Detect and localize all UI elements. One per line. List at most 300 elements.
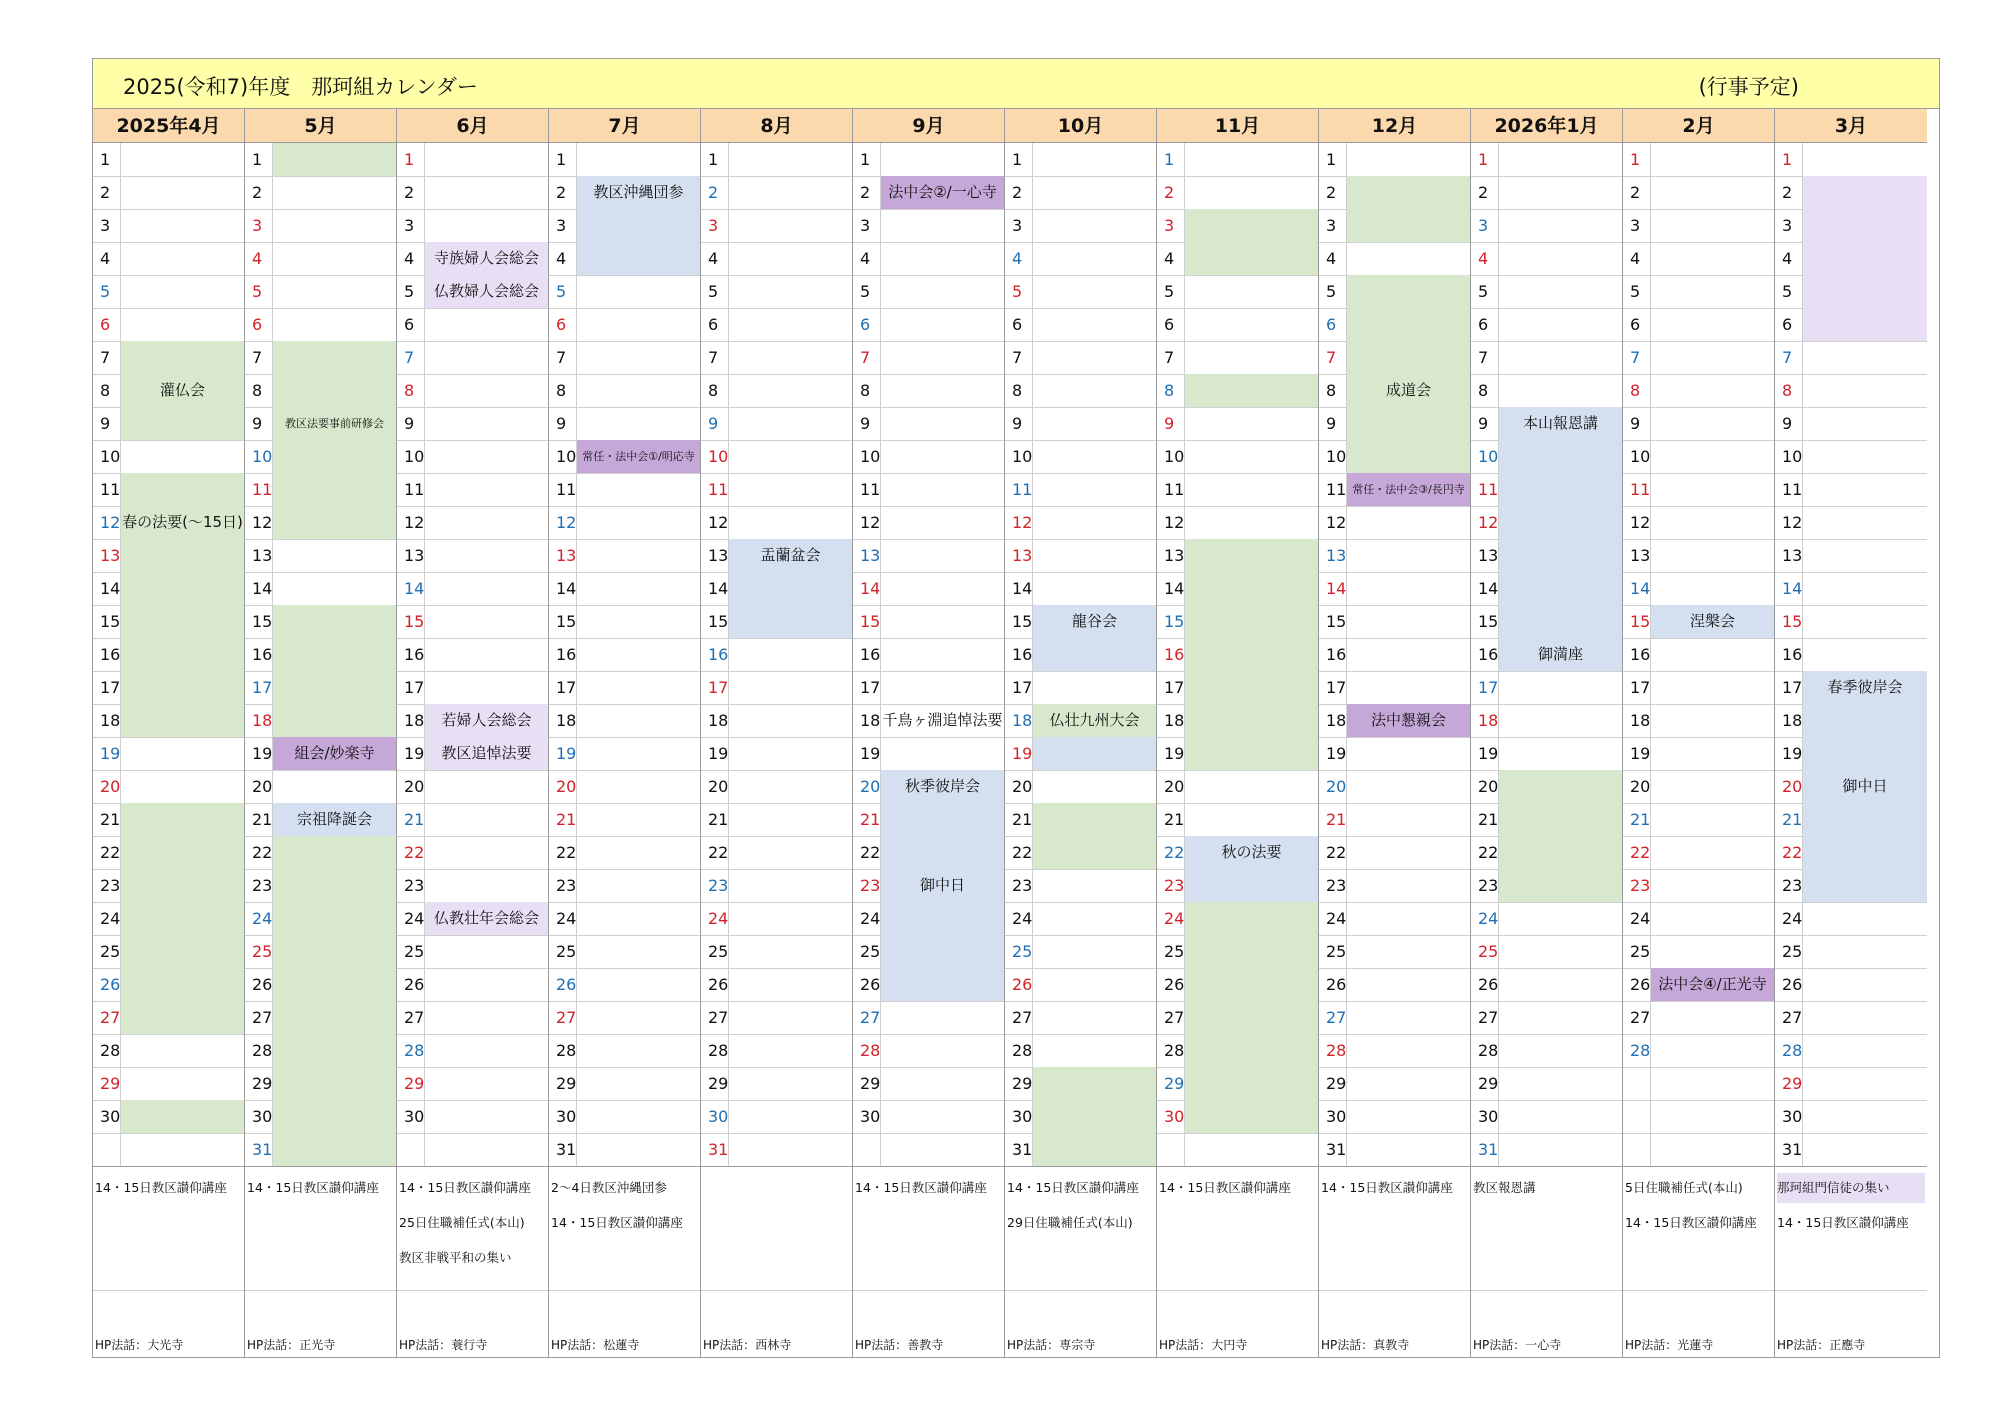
- day-row: [549, 275, 700, 309]
- day-event: [1033, 341, 1156, 374]
- day-event: [273, 209, 396, 242]
- day-number: 8: [1157, 374, 1185, 407]
- day-event: [425, 1100, 548, 1133]
- day-row: [853, 440, 1004, 474]
- day-event: [1347, 836, 1470, 869]
- day-number: 14: [397, 572, 425, 605]
- day-event: [577, 308, 700, 341]
- day-row: [1157, 605, 1318, 639]
- day-number: 9: [1775, 407, 1803, 440]
- day-number: 26: [853, 968, 881, 1001]
- day-number: 18: [1157, 704, 1185, 737]
- day-row: [701, 1034, 852, 1068]
- day-event: [729, 143, 852, 176]
- day-number: 5: [701, 275, 729, 308]
- day-row: [1471, 1034, 1622, 1068]
- day-event: [1803, 374, 1927, 407]
- day-row: [549, 836, 700, 870]
- day-row: [245, 704, 396, 738]
- day-event: [1499, 374, 1622, 407]
- day-row: [1623, 935, 1774, 969]
- hp-sermon: HP法話：西林寺: [703, 1338, 792, 1352]
- day-row: [853, 902, 1004, 936]
- day-event: 仏教婦人会総会: [425, 275, 548, 308]
- day-event: 成道会: [1347, 374, 1470, 407]
- day-row: [701, 770, 852, 804]
- day-number: 9: [1623, 407, 1651, 440]
- month-header: 9月: [853, 109, 1004, 143]
- day-row: [93, 1034, 244, 1068]
- day-event: [881, 374, 1004, 407]
- day-row: [549, 803, 700, 837]
- day-number: 5: [1471, 275, 1499, 308]
- day-event: [1185, 737, 1318, 770]
- day-number: 17: [397, 671, 425, 704]
- day-number: 29: [245, 1067, 273, 1100]
- day-number: 15: [1471, 605, 1499, 638]
- day-row: [1319, 1034, 1470, 1068]
- day-event: [1803, 968, 1927, 1001]
- day-event: [1033, 737, 1156, 770]
- day-number: 4: [701, 242, 729, 275]
- day-number: 7: [397, 341, 425, 374]
- day-number: 27: [701, 1001, 729, 1034]
- day-row: [245, 1133, 396, 1167]
- day-row: [1775, 770, 1927, 804]
- day-event: [729, 275, 852, 308]
- day-event: [273, 506, 396, 539]
- day-event: [1185, 638, 1318, 671]
- day-row: [1623, 1067, 1774, 1101]
- day-number: 8: [549, 374, 577, 407]
- day-event: [729, 572, 852, 605]
- day-number: 17: [701, 671, 729, 704]
- day-row: [93, 341, 244, 375]
- day-row: [549, 176, 700, 210]
- day-number: 28: [1623, 1034, 1651, 1067]
- day-number: 2: [549, 176, 577, 209]
- day-row: [1471, 572, 1622, 606]
- day-number: 8: [1623, 374, 1651, 407]
- day-number: 21: [853, 803, 881, 836]
- day-row: [1471, 1133, 1622, 1167]
- day-event: 秋の法要: [1185, 836, 1318, 869]
- day-event: [1185, 275, 1318, 308]
- day-event: [1347, 341, 1470, 374]
- day-number: 3: [1157, 209, 1185, 242]
- day-row: [245, 473, 396, 507]
- day-event: [1499, 671, 1622, 704]
- hp-sermon: HP法話：一心寺: [1473, 1338, 1562, 1352]
- day-number: 11: [549, 473, 577, 506]
- day-event: [425, 1001, 548, 1034]
- day-row: [245, 539, 396, 573]
- day-event: [1347, 1034, 1470, 1067]
- day-number: 27: [1471, 1001, 1499, 1034]
- hp-sermon: HP法話：蓑行寺: [399, 1338, 488, 1352]
- day-row: [1157, 869, 1318, 903]
- day-row: [1775, 143, 1927, 177]
- day-event: [1499, 539, 1622, 572]
- day-row: [245, 308, 396, 342]
- day-number: 4: [1157, 242, 1185, 275]
- day-row: [853, 308, 1004, 342]
- day-event: [1185, 506, 1318, 539]
- day-number: 26: [245, 968, 273, 1001]
- day-event: [729, 605, 852, 638]
- day-event: [121, 1067, 244, 1100]
- day-event: [425, 968, 548, 1001]
- day-number: 21: [1005, 803, 1033, 836]
- day-event: [425, 1067, 548, 1100]
- day-row: [1319, 968, 1470, 1002]
- day-event: [1347, 506, 1470, 539]
- day-number: 11: [1319, 473, 1347, 506]
- day-event: [1803, 572, 1927, 605]
- month-notes: [1623, 1166, 1774, 1357]
- day-number: 24: [1005, 902, 1033, 935]
- day-row: [1775, 704, 1927, 738]
- day-row: [397, 671, 548, 705]
- day-event: [577, 605, 700, 638]
- day-number: 28: [1319, 1034, 1347, 1067]
- day-event: [1347, 209, 1470, 242]
- day-event: [1033, 1100, 1156, 1133]
- day-event: [1499, 605, 1622, 638]
- title-bar: [93, 59, 1939, 109]
- day-number: 18: [93, 704, 121, 737]
- empty-day: [1623, 1067, 1651, 1100]
- day-row: [397, 506, 548, 540]
- day-row: [1623, 902, 1774, 936]
- day-number: 10: [1319, 440, 1347, 473]
- day-event: [881, 341, 1004, 374]
- day-row: [1623, 803, 1774, 837]
- day-number: 26: [93, 968, 121, 1001]
- day-row: [245, 803, 396, 837]
- day-number: 3: [1319, 209, 1347, 242]
- day-event: [881, 539, 1004, 572]
- day-event: [1033, 803, 1156, 836]
- day-number: 11: [1157, 473, 1185, 506]
- empty-day: [1157, 1133, 1185, 1166]
- day-row: [1157, 1001, 1318, 1035]
- day-event: [1499, 836, 1622, 869]
- day-row: [1623, 341, 1774, 375]
- day-row: [1319, 704, 1470, 738]
- day-event: [121, 539, 244, 572]
- day-row: [397, 737, 548, 771]
- day-row: [853, 176, 1004, 210]
- day-event: [273, 935, 396, 968]
- day-row: [853, 572, 1004, 606]
- day-number: 30: [1005, 1100, 1033, 1133]
- day-event: [881, 1034, 1004, 1067]
- day-row: [1775, 275, 1927, 309]
- day-event: [121, 836, 244, 869]
- day-row: [93, 473, 244, 507]
- month-header: 6月: [397, 109, 548, 143]
- day-row: [397, 440, 548, 474]
- day-row: [1157, 341, 1318, 375]
- day-row: [1157, 473, 1318, 507]
- day-event: [273, 572, 396, 605]
- hp-sermon: HP法話：松蓮寺: [551, 1338, 640, 1352]
- day-row: [93, 1133, 244, 1167]
- day-row: [701, 539, 852, 573]
- day-number: 21: [397, 803, 425, 836]
- day-number: 22: [397, 836, 425, 869]
- day-event: [881, 308, 1004, 341]
- day-number: 16: [1319, 638, 1347, 671]
- day-event: [121, 1034, 244, 1067]
- day-number: 27: [1623, 1001, 1651, 1034]
- day-event: [121, 143, 244, 176]
- day-row: [1005, 968, 1156, 1002]
- day-row: [701, 671, 852, 705]
- day-number: 29: [853, 1067, 881, 1100]
- day-number: 22: [701, 836, 729, 869]
- day-event: [1033, 275, 1156, 308]
- day-row: [701, 308, 852, 342]
- day-row: [1005, 407, 1156, 441]
- day-event: [577, 935, 700, 968]
- day-row: [549, 1100, 700, 1134]
- day-row: [1775, 605, 1927, 639]
- day-row: [549, 572, 700, 606]
- day-event: [1651, 737, 1774, 770]
- day-event: [1803, 341, 1927, 374]
- day-event: [1499, 737, 1622, 770]
- day-number: 14: [245, 572, 273, 605]
- day-number: 10: [853, 440, 881, 473]
- day-row: [245, 737, 396, 771]
- day-event: [425, 176, 548, 209]
- day-row: [1775, 1100, 1927, 1134]
- day-number: 3: [93, 209, 121, 242]
- day-event: [729, 638, 852, 671]
- day-number: 28: [1157, 1034, 1185, 1067]
- note-line: 14・15日教区讃仰講座: [95, 1180, 227, 1195]
- day-number: 4: [1623, 242, 1651, 275]
- day-number: 28: [549, 1034, 577, 1067]
- day-row: [1005, 803, 1156, 837]
- day-row: [93, 572, 244, 606]
- day-number: 13: [93, 539, 121, 572]
- day-number: 22: [1157, 836, 1185, 869]
- day-event: 涅槃会: [1651, 605, 1774, 638]
- day-row: [549, 737, 700, 771]
- day-number: 9: [549, 407, 577, 440]
- day-row: [1005, 374, 1156, 408]
- day-event: [1651, 1034, 1774, 1067]
- day-number: 12: [245, 506, 273, 539]
- day-row: [93, 605, 244, 639]
- day-row: [1157, 506, 1318, 540]
- day-event: [1803, 506, 1927, 539]
- day-event: [1185, 407, 1318, 440]
- day-number: 10: [1157, 440, 1185, 473]
- day-number: 9: [1471, 407, 1499, 440]
- day-number: 10: [245, 440, 273, 473]
- day-row: [1623, 275, 1774, 309]
- day-number: 6: [701, 308, 729, 341]
- day-number: 18: [1623, 704, 1651, 737]
- day-event: [881, 671, 1004, 704]
- day-row: [1157, 209, 1318, 243]
- day-event: [1347, 1067, 1470, 1100]
- day-row: [397, 968, 548, 1002]
- day-event: 本山報恩講: [1499, 407, 1622, 440]
- day-number: 9: [853, 407, 881, 440]
- day-event: [1033, 374, 1156, 407]
- day-number: 10: [1623, 440, 1651, 473]
- day-event: [729, 374, 852, 407]
- day-row: [93, 440, 244, 474]
- day-number: 21: [1775, 803, 1803, 836]
- day-row: [397, 1067, 548, 1101]
- day-number: 30: [397, 1100, 425, 1133]
- day-event: [1347, 242, 1470, 275]
- day-row: [1471, 506, 1622, 540]
- day-number: 18: [1775, 704, 1803, 737]
- day-event: [1651, 407, 1774, 440]
- day-number: 30: [549, 1100, 577, 1133]
- day-number: 4: [1005, 242, 1033, 275]
- day-row: [1775, 1133, 1927, 1167]
- day-row: [1623, 638, 1774, 672]
- day-number: 10: [93, 440, 121, 473]
- day-number: 12: [1623, 506, 1651, 539]
- day-number: 26: [1005, 968, 1033, 1001]
- day-event: [273, 473, 396, 506]
- day-event: [1651, 209, 1774, 242]
- day-number: 15: [397, 605, 425, 638]
- day-number: 5: [245, 275, 273, 308]
- day-row: [701, 1001, 852, 1035]
- day-number: 27: [245, 1001, 273, 1034]
- day-row: [701, 836, 852, 870]
- day-number: 18: [549, 704, 577, 737]
- day-number: 13: [549, 539, 577, 572]
- day-event: [881, 1100, 1004, 1133]
- day-row: [1623, 572, 1774, 606]
- day-row: [549, 341, 700, 375]
- note-line: 14・15日教区讃仰講座: [247, 1180, 379, 1195]
- day-event: [729, 440, 852, 473]
- day-number: 31: [245, 1133, 273, 1166]
- day-number: 20: [1623, 770, 1651, 803]
- day-number: 29: [1775, 1067, 1803, 1100]
- day-row: [549, 968, 700, 1002]
- day-number: 19: [853, 737, 881, 770]
- day-event: [729, 803, 852, 836]
- day-event: [1033, 308, 1156, 341]
- day-row: [549, 440, 700, 474]
- day-number: 30: [1775, 1100, 1803, 1133]
- day-row: [1623, 473, 1774, 507]
- day-event: [577, 209, 700, 242]
- day-number: 8: [1775, 374, 1803, 407]
- day-event: [881, 638, 1004, 671]
- day-row: [1319, 836, 1470, 870]
- day-number: 22: [93, 836, 121, 869]
- day-event: [1347, 440, 1470, 473]
- day-event: [1185, 770, 1318, 803]
- note-line: 2～4日教区沖縄団参: [551, 1180, 667, 1195]
- day-event: [273, 275, 396, 308]
- day-event: [1347, 407, 1470, 440]
- day-number: 1: [1471, 143, 1499, 176]
- day-row: [245, 374, 396, 408]
- day-event: [1185, 143, 1318, 176]
- note-line: 14・15日教区讃仰講座: [855, 1180, 987, 1195]
- day-row: [245, 506, 396, 540]
- day-row: [1471, 902, 1622, 936]
- day-number: 27: [93, 1001, 121, 1034]
- day-event: [1347, 671, 1470, 704]
- day-number: 23: [853, 869, 881, 902]
- day-number: 12: [1157, 506, 1185, 539]
- day-row: [1775, 836, 1927, 870]
- day-row: [245, 176, 396, 210]
- day-event: [1803, 902, 1927, 935]
- month-column: [549, 109, 701, 1357]
- day-row: [397, 770, 548, 804]
- day-number: 31: [1319, 1133, 1347, 1166]
- day-event: 仏教壮年会総会: [425, 902, 548, 935]
- day-row: [1157, 308, 1318, 342]
- day-number: 1: [549, 143, 577, 176]
- day-row: [93, 242, 244, 276]
- day-row: [701, 1100, 852, 1134]
- calendar-subtitle: (行事予定): [1698, 75, 1799, 99]
- day-event: [121, 770, 244, 803]
- day-number: 3: [853, 209, 881, 242]
- day-number: 31: [1471, 1133, 1499, 1166]
- day-number: 12: [93, 506, 121, 539]
- day-event: [1651, 506, 1774, 539]
- day-number: 20: [549, 770, 577, 803]
- day-row: [1623, 374, 1774, 408]
- day-number: 7: [93, 341, 121, 374]
- day-row: [701, 869, 852, 903]
- day-row: [245, 440, 396, 474]
- month-notes: [245, 1166, 396, 1357]
- day-row: [549, 869, 700, 903]
- day-event: 教区法要事前研修会: [273, 407, 396, 440]
- day-event: [577, 473, 700, 506]
- day-event: [1185, 572, 1318, 605]
- day-number: 15: [93, 605, 121, 638]
- day-row: [1157, 539, 1318, 573]
- day-number: 10: [549, 440, 577, 473]
- day-number: 10: [1471, 440, 1499, 473]
- day-event: [1033, 1001, 1156, 1034]
- day-number: 14: [701, 572, 729, 605]
- day-number: 11: [93, 473, 121, 506]
- hp-sermon: HP法話：真教寺: [1321, 1338, 1410, 1352]
- day-row: [245, 836, 396, 870]
- day-event: [1033, 1067, 1156, 1100]
- day-row: [1775, 902, 1927, 936]
- day-number: 16: [701, 638, 729, 671]
- month-column: [1005, 109, 1157, 1357]
- day-number: 20: [1157, 770, 1185, 803]
- day-row: [1157, 1067, 1318, 1101]
- day-row: [701, 1067, 852, 1101]
- day-event: [1185, 1067, 1318, 1100]
